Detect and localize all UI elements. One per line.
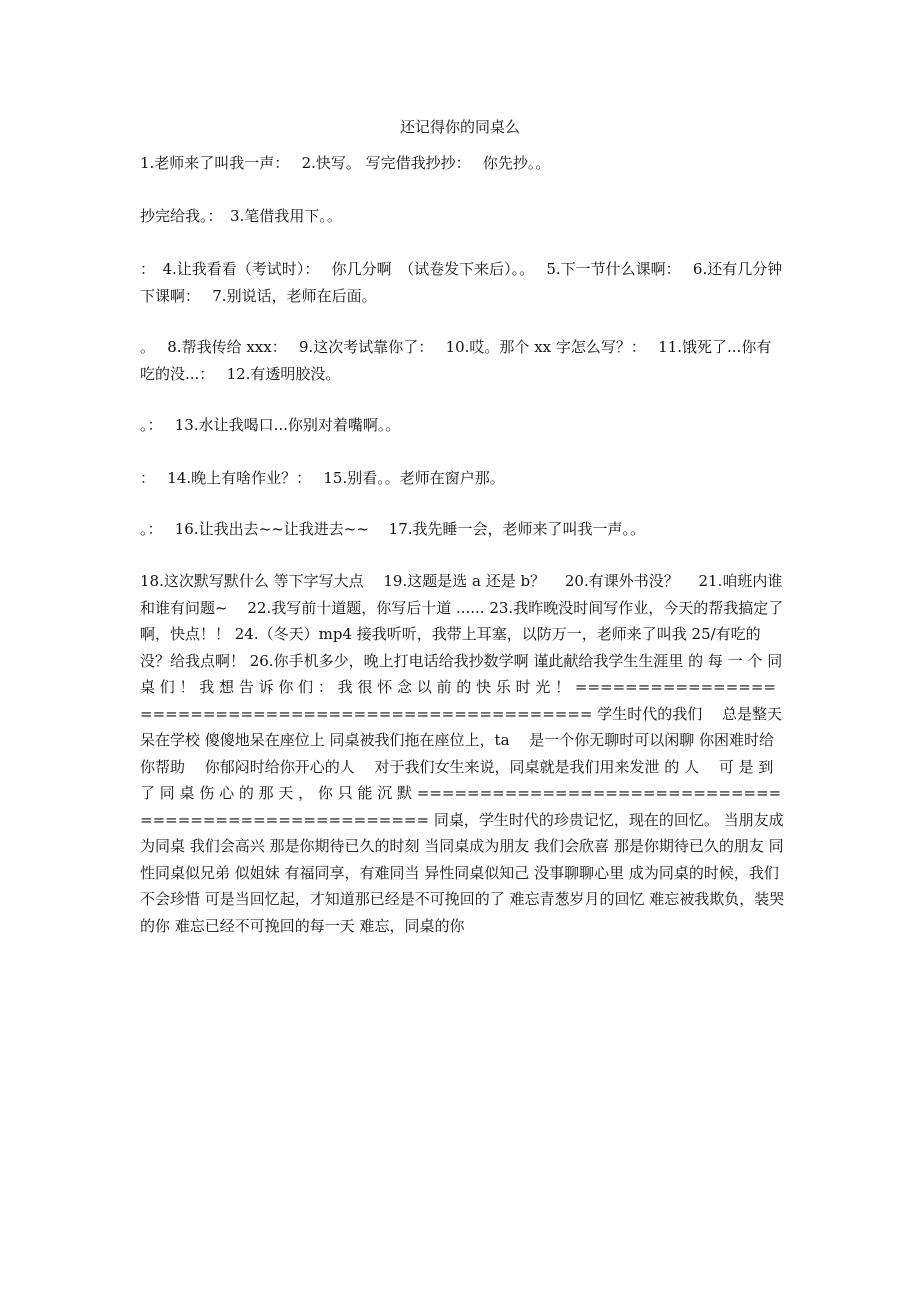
paragraph-5: 。： 13.水让我喝口...你别对着嘴啊。。 [140,416,401,434]
paragraph-7: 。： 16.让我出去~~让我进去~~ 17.我先睡一会，老师来了叫我一声。。 [140,520,646,538]
paragraph-4: 。 8.帮我传给 xxx： 9.这次考试靠你了： 10.哎。那个 xx 字怎么写？： 11.饿死了...你有吃的没...： 12.有透明胶没。 [140,338,772,383]
paragraph-3: ： 4.让我看看（考试时）： 你几分啊 （试卷发下来后）。。 5.下一节什么课啊： 6.还有几分钟下课啊： 7.别说话，老师在后面。 [140,260,783,305]
paragraph-1: 1.老师来了叫我一声： 2.快写。 写完借我抄抄： 你先抄。。 [140,154,551,172]
paragraph-8: 18.这次默写默什么 等下字写大点 19.这题是选 a 还是 b？ 20.有课外书没？ 21.咱班内谁和谁有问题~ 22.我写前十道题，你写后十道 ...... 23.我昨晚没时间写作业，今天的帮我搞定了啊，快点！！ 24.（冬天）mp4 接我听听，我带上耳塞，以防万一，老师来了叫我 25/有吃的没？给我点啊！ 26.你手机多少，晚上打电话给我抄数学啊 谨此献给我学生生涯里 的 每 一 个 同 桌 们 ！ 我 想 告 诉 你 们 ： 我 很 怀 念 以 前 的 快 乐 时 光 ！ ==================================================== 学生时代的我们 总是整天呆在学校 傻傻地呆在座位上 同桌被我们拖在座位上，ta 是一个你无聊时可以闲聊 你困难时给你帮助 你郁闷时给你开心的人 对于我们女生来说，同桌就是我们用来发泄 的 人 可 是 到 了 同 桌 伤 心 的 那 天 ， 你 只 能 沉 默 ==================================================== 同桌，学生时代的珍贵记忆，现在的回忆。 当朋友成为同桌 我们会高兴 那是你期待已久的时刻 当同桌成为朋友 我们会欣喜 那是你期待已久的朋友 同性同桌似兄弟 似姐妹 有福同享，有难同当 异性同桌似知己 没事聊聊心里 成为同桌的时候，我们不会珍惜 可是当回忆起，才知道那已经是不可挽回的了 难忘青葱岁月的回忆 难忘被我欺负，装哭的你 难忘已经不可挽回的每一天 难忘，同桌的你 [140,572,785,935]
paragraph-6: ： 14.晚上有啥作业？： 15.别看。。老师在窗户那。 [140,469,505,487]
paragraph-2: 抄完给我。： 3.笔借我用下。。 [140,207,342,225]
document-title: 还记得你的同桌么 [399,118,520,136]
